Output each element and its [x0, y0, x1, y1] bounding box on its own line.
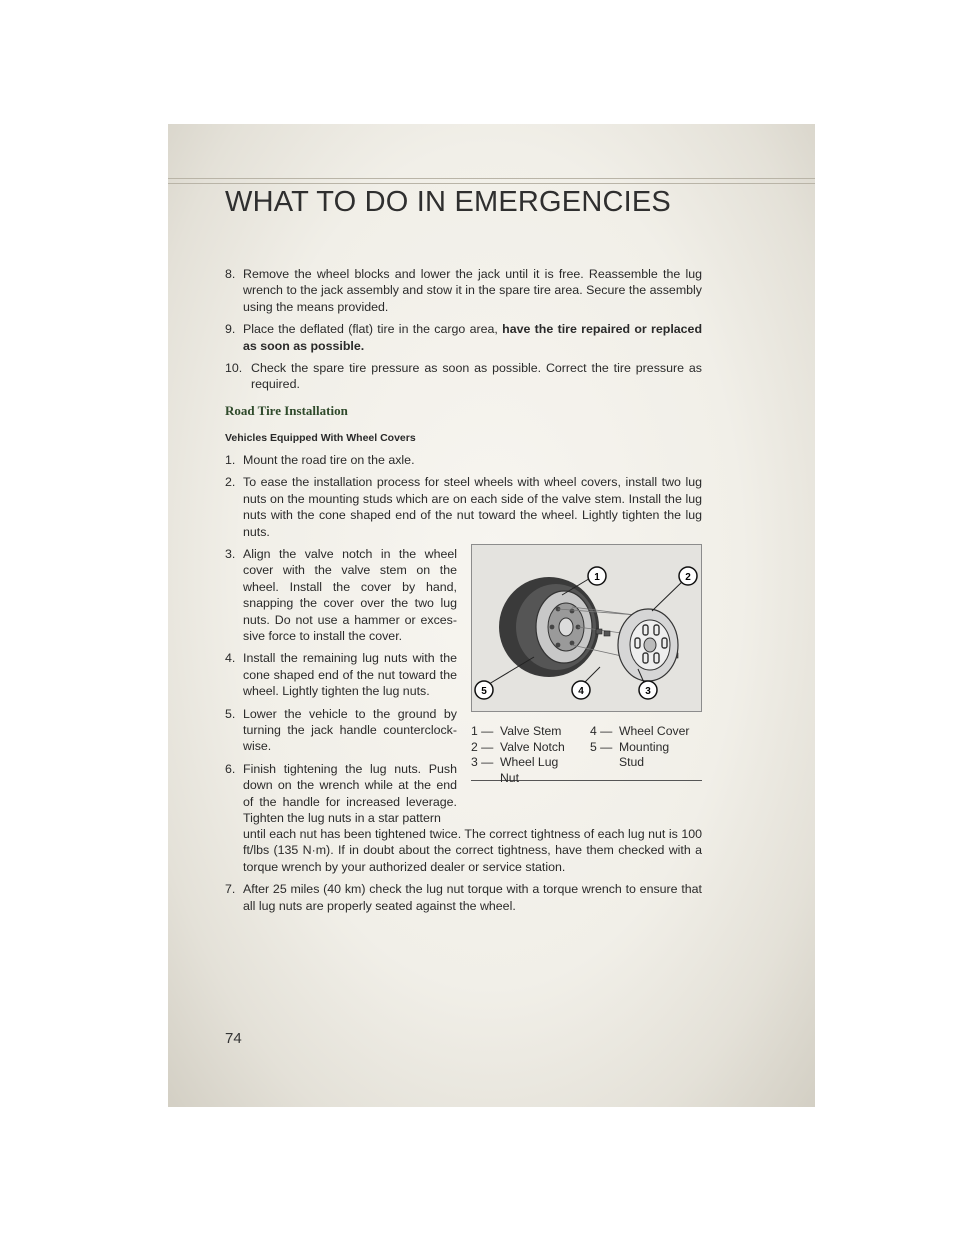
- steps-top: [225, 266, 702, 399]
- step-3: [225, 546, 457, 644]
- step-text: Remove the wheel blocks and lower the jack until it is free. Reassemble the lug wrench to the jack assembly and stow it in the spare tire area. Secure the assembly using the means provided.: [243, 267, 702, 314]
- step-text: Lower the vehicle to the ground by turning the jack handle counterclock-wise.: [243, 706, 457, 754]
- manual-page: [168, 124, 815, 1107]
- legend-col-left: [471, 724, 586, 786]
- section-title: Road Tire Installation: [225, 403, 348, 418]
- wheel-center: [559, 618, 573, 636]
- page-number: 74: [225, 1030, 242, 1047]
- step-number: 2.: [225, 475, 236, 490]
- step-text: Check the spare tire pressure as soon as possible. Correct the tire pressure as required.: [251, 361, 702, 392]
- step-9: [225, 321, 702, 354]
- step-number: 4.: [225, 651, 236, 666]
- step-number: 5.: [225, 706, 236, 721]
- wheel-diagram: [472, 545, 701, 711]
- legend-item-1: 1 — Valve Stem: [471, 724, 562, 738]
- figure-legend: [471, 724, 702, 785]
- header-rule-top: [168, 178, 815, 179]
- step-number: 9.: [225, 322, 236, 337]
- section-subtitle: Vehicles Equipped With Wheel Covers: [225, 432, 416, 444]
- page-title: WHAT TO DO IN EMERGENCIES: [225, 186, 671, 218]
- step-text: Finish tightening the lug nuts. Push down on the wrench while at the end of the handle for increased leverage. Tighten the lug nuts in a star pattern: [243, 761, 457, 826]
- step-6: [225, 761, 457, 827]
- legend-item-2: 2 — Valve Notch: [471, 739, 565, 754]
- legend-col-right: [590, 724, 702, 771]
- step-text: until each nut has been tightened twice. The correct tightness of each lug nut is 100 ft/lbs (135 N·m). If in doubt about the correct tightness, have them checked with a torque wrench by your authorized dealer or service station.: [243, 827, 702, 874]
- step-7: [225, 881, 702, 914]
- step-text-bold: have the tire repaired or replaced as soon as possible.: [243, 322, 703, 353]
- legend-item-3: 3 — Wheel Lug Nut: [471, 755, 559, 785]
- step-number: 7.: [225, 882, 236, 897]
- step-text: Install the remaining lug nuts with the cone shaped end of the nut toward the wheel. Lightly tighten the lug nuts.: [243, 651, 457, 699]
- steps-narrow: [225, 546, 457, 827]
- step-number: 6.: [225, 761, 236, 776]
- subsection-heading-block: [225, 430, 702, 446]
- step-10: [225, 360, 702, 393]
- step-text: After 25 miles (40 km) check the lug nut torque with a torque wrench to ensure that all lug nuts are properly seated against the wheel.: [243, 882, 702, 913]
- step-2: [225, 474, 702, 540]
- section-heading-block: [225, 403, 702, 419]
- callout-1: 1: [594, 572, 600, 583]
- step-4: [225, 650, 457, 699]
- legend-item-5: 5 — Mounting Stud: [590, 739, 670, 770]
- callout-3: 3: [645, 686, 651, 697]
- callout-4: 4: [578, 686, 584, 697]
- step-1: [225, 452, 702, 468]
- step-number: 8.: [225, 267, 236, 281]
- step-text: Place the deflated (flat) tire in the cargo area,: [243, 322, 498, 337]
- steps-full-2: [225, 826, 702, 920]
- steps-full-1: [225, 452, 702, 546]
- step-number: 10.: [225, 361, 243, 376]
- header-rule-bottom: [168, 183, 815, 184]
- step-text: To ease the installation process for steel wheels with wheel covers, install two lug nuts on the mounting studs which are on each side of the valve stem. Install the lug nuts with the cone shaped end of the nut toward the wheel. Lightly tighten the lug nuts.: [243, 475, 702, 539]
- legend-item-4: 4 — Wheel Cover: [590, 724, 690, 738]
- step-8: [225, 266, 702, 315]
- step-number: 3.: [225, 547, 236, 561]
- callout-5: 5: [481, 686, 487, 697]
- step-number: 1.: [225, 453, 236, 467]
- step-text: Align the valve notch in the wheel cover with the valve stem on the wheel. Install the cover by hand, snapping the cover over the two lug nuts. Do not use a hammer or exces-sive force to install the cover.: [243, 547, 457, 644]
- step-text: Mount the road tire on the axle.: [243, 453, 415, 467]
- step-5: [225, 706, 457, 755]
- step-6-continued: [225, 826, 702, 875]
- callout-2: 2: [685, 572, 691, 583]
- wheel-cover-illustration: [471, 544, 702, 712]
- wheel-cover-center: [644, 638, 656, 652]
